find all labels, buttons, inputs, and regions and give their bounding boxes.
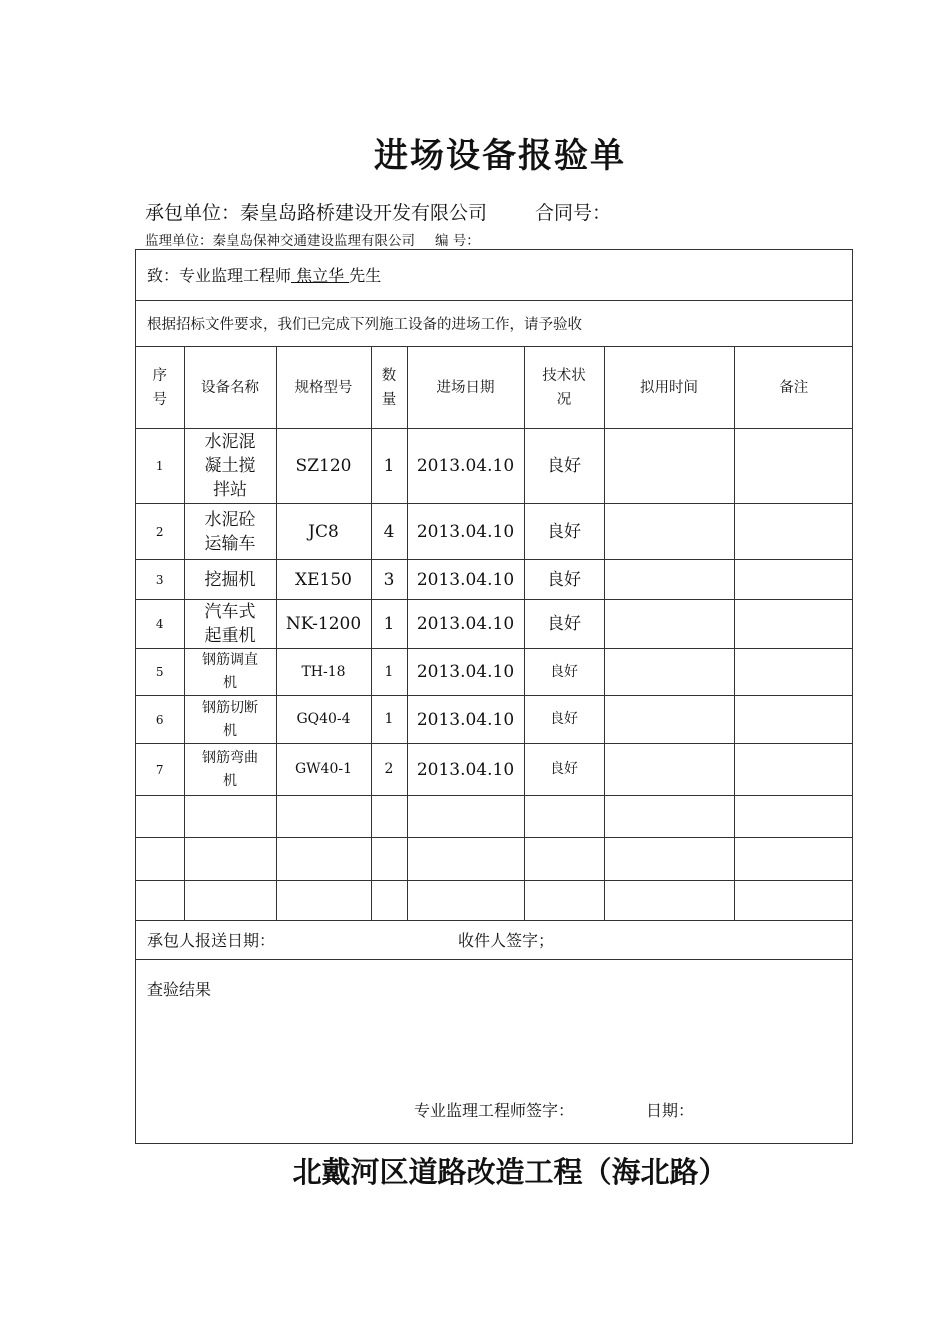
table-row bbox=[136, 429, 853, 504]
cell-condition: 良好 bbox=[524, 429, 604, 504]
addressee-prefix: 致：专业监理工程师 bbox=[147, 266, 292, 285]
cell-model: NK-1200 bbox=[276, 600, 371, 649]
cell-name: 钢筋切断 机 bbox=[184, 696, 276, 744]
report-date-label: 承包人报送日期： bbox=[147, 931, 276, 950]
header-qty: 数 量 bbox=[371, 347, 407, 429]
cell-qty: 1 bbox=[371, 429, 407, 504]
cell-model: SZ120 bbox=[276, 429, 371, 504]
cell-date: 2013.04.10 bbox=[407, 560, 524, 600]
cell-seq: 1 bbox=[136, 429, 184, 504]
cell-condition: 良好 bbox=[524, 649, 604, 696]
cell-remarks bbox=[734, 696, 853, 744]
submission-row bbox=[136, 921, 852, 960]
cell-model: TH-18 bbox=[276, 649, 371, 696]
cell-name: 水泥混 凝土搅 拌站 bbox=[184, 429, 276, 504]
cell-qty: 2 bbox=[371, 744, 407, 796]
cell-model: GQ40-4 bbox=[276, 696, 371, 744]
cell-seq: 4 bbox=[136, 600, 184, 649]
sign-date-label: 日期： bbox=[646, 1101, 695, 1120]
engineer-name: 焦立华 bbox=[291, 266, 350, 285]
cell-condition: 良好 bbox=[524, 600, 604, 649]
cell-plan-time bbox=[604, 560, 734, 600]
table-row bbox=[136, 504, 853, 560]
cell-plan-time bbox=[604, 744, 734, 796]
cell-seq: 5 bbox=[136, 649, 184, 696]
header-model: 规格型号 bbox=[276, 347, 371, 429]
cell-remarks bbox=[734, 504, 853, 560]
cell-name: 钢筋弯曲 机 bbox=[184, 744, 276, 796]
cell-remarks bbox=[734, 649, 853, 696]
cell-qty: 4 bbox=[371, 504, 407, 560]
table-row-empty bbox=[136, 881, 853, 921]
header-condition: 技术状 况 bbox=[524, 347, 604, 429]
cell-model: GW40-1 bbox=[276, 744, 371, 796]
cell-remarks bbox=[734, 429, 853, 504]
table-row bbox=[136, 744, 853, 796]
cell-condition: 良好 bbox=[524, 560, 604, 600]
contract-number-label: 合同号： bbox=[535, 202, 612, 224]
cell-qty: 1 bbox=[371, 600, 407, 649]
serial-number-label: 编 号： bbox=[435, 233, 480, 249]
cell-plan-time bbox=[604, 696, 734, 744]
cell-seq: 6 bbox=[136, 696, 184, 744]
cell-name: 水泥砼 运输车 bbox=[184, 504, 276, 560]
engineer-signature-label: 专业监理工程师签字： bbox=[414, 1101, 575, 1120]
table-row-empty bbox=[136, 838, 853, 881]
table-row bbox=[136, 600, 853, 649]
supervisor-label: 监理单位：秦皇岛保神交通建设监理有限公司 bbox=[145, 233, 415, 249]
cell-date: 2013.04.10 bbox=[407, 600, 524, 649]
cell-model: JC8 bbox=[276, 504, 371, 560]
document-title: 进场设备报验单 bbox=[374, 136, 626, 176]
cell-plan-time bbox=[604, 600, 734, 649]
request-text: 根据招标文件要求，我们已完成下列施工设备的进场工作，请予验收 bbox=[147, 317, 582, 333]
addressee bbox=[147, 263, 381, 286]
cell-remarks bbox=[734, 600, 853, 649]
cell-plan-time bbox=[604, 649, 734, 696]
header-date: 进场日期 bbox=[407, 347, 524, 429]
supervisor-line bbox=[145, 229, 480, 249]
table-row-empty bbox=[136, 796, 853, 838]
request-row bbox=[136, 301, 852, 347]
cell-remarks bbox=[734, 560, 853, 600]
form-frame bbox=[135, 249, 853, 1144]
table-row bbox=[136, 696, 853, 744]
project-name-footer: 北戴河区道路改造工程（海北路） bbox=[292, 1155, 728, 1189]
cell-date: 2013.04.10 bbox=[407, 696, 524, 744]
cell-date: 2013.04.10 bbox=[407, 504, 524, 560]
addressee-row bbox=[136, 250, 852, 301]
inspection-result-label: 查验结果 bbox=[147, 980, 212, 999]
cell-date: 2013.04.10 bbox=[407, 429, 524, 504]
cell-seq: 2 bbox=[136, 504, 184, 560]
contractor-label: 承包单位：秦皇岛路桥建设开发有限公司 bbox=[145, 202, 488, 224]
cell-seq: 7 bbox=[136, 744, 184, 796]
cell-condition: 良好 bbox=[524, 744, 604, 796]
cell-qty: 1 bbox=[371, 696, 407, 744]
cell-seq: 3 bbox=[136, 560, 184, 600]
engineer-signature-line bbox=[414, 1098, 694, 1121]
cell-plan-time bbox=[604, 504, 734, 560]
cell-model: XE150 bbox=[276, 560, 371, 600]
table-row bbox=[136, 649, 853, 696]
header-plan-time: 拟用时间 bbox=[604, 347, 734, 429]
cell-condition: 良好 bbox=[524, 696, 604, 744]
equipment-table bbox=[136, 346, 853, 921]
header-remarks: 备注 bbox=[734, 347, 853, 429]
cell-condition: 良好 bbox=[524, 504, 604, 560]
cell-name: 钢筋调直 机 bbox=[184, 649, 276, 696]
cell-qty: 3 bbox=[371, 560, 407, 600]
table-row bbox=[136, 560, 853, 600]
cell-date: 2013.04.10 bbox=[407, 649, 524, 696]
cell-name: 汽车式 起重机 bbox=[184, 600, 276, 649]
contractor-line bbox=[145, 198, 611, 225]
header-name: 设备名称 bbox=[184, 347, 276, 429]
header-seq: 序 号 bbox=[136, 347, 184, 429]
cell-date: 2013.04.10 bbox=[407, 744, 524, 796]
receiver-signature-label: 收件人签字； bbox=[458, 931, 555, 950]
cell-remarks bbox=[734, 744, 853, 796]
table-header-row bbox=[136, 347, 853, 429]
cell-plan-time bbox=[604, 429, 734, 504]
addressee-suffix: 先生 bbox=[349, 266, 382, 285]
cell-name: 挖掘机 bbox=[184, 560, 276, 600]
cell-qty: 1 bbox=[371, 649, 407, 696]
